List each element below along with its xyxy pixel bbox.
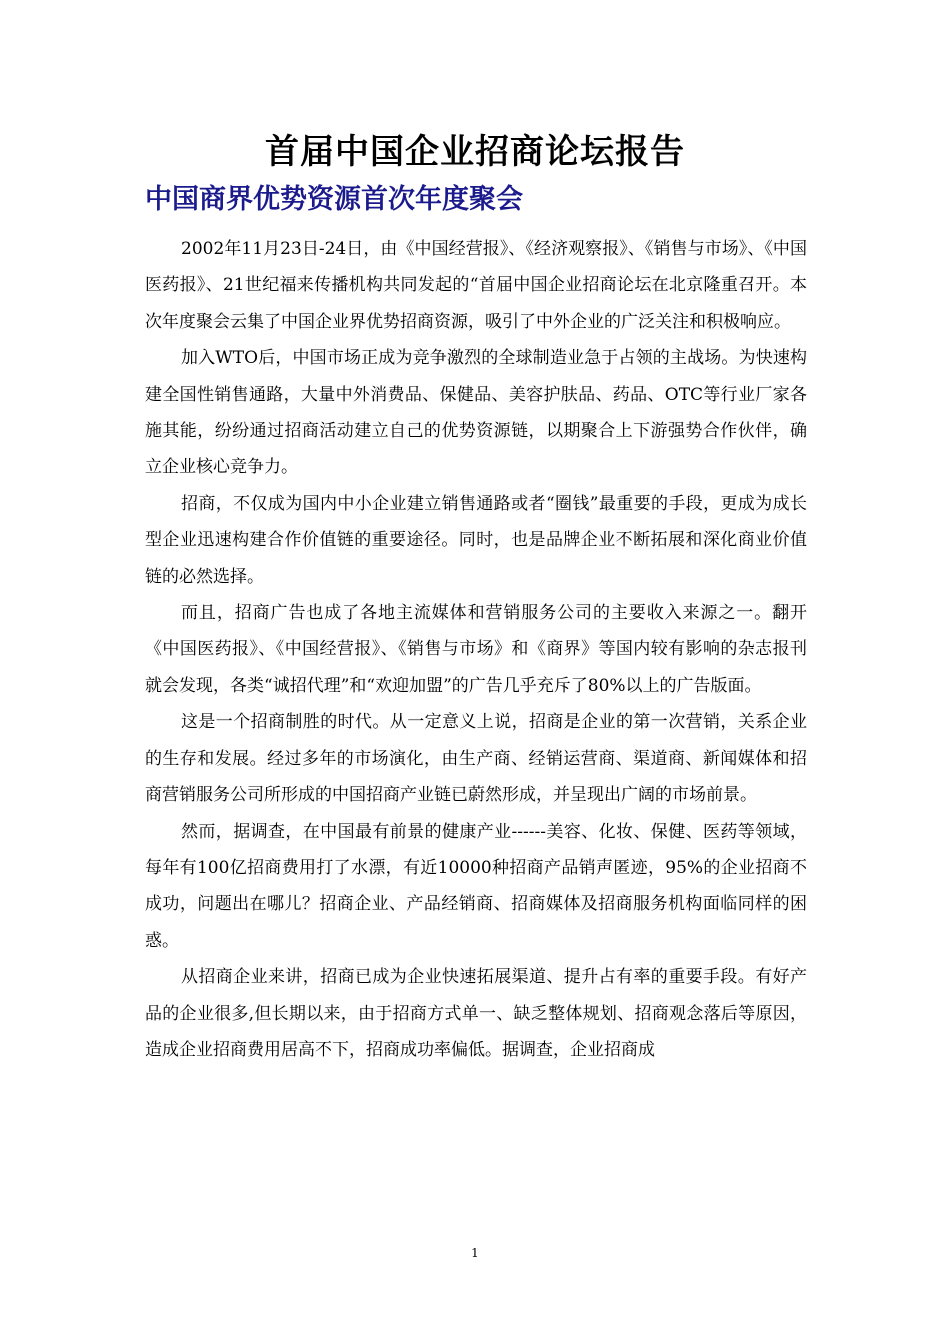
document-subtitle: 中国商界优势资源首次年度聚会 <box>145 184 523 215</box>
paragraph: 从招商企业来讲，招商已成为企业快速拓展渠道、提升占有率的重要手段。有好产品的企业很多,但长期以来，由于招商方式单一、缺乏整体规划、招商观念落后等原因，造成企业招商费用居高不下，招商成功率偏低。据调查，企业招商成 <box>145 967 807 1060</box>
paragraph: 2002年11月23日-24日，由《中国经营报》、《经济观察报》、《销售与市场》、《中国医药报》、21世纪福来传播机构共同发起的“首届中国企业招商论坛在北京隆重召开。本次年度聚会云集了中国企业界优势招商资源，吸引了中外企业的广泛关注和积极响应。 <box>145 239 807 332</box>
paragraph: 招商，不仅成为国内中小企业建立销售通路或者“圈钱”最重要的手段，更成为成长型企业迅速构建合作价值链的重要途径。同时，也是品牌企业不断拓展和深化商业价值链的必然选择。 <box>145 493 807 587</box>
paragraph: 这是一个招商制胜的时代。从一定意义上说，招商是企业的第一次营销，关系企业的生存和发展。经过多年的市场演化，由生产商、经销运营商、渠道商、新闻媒体和招商营销服务公司所形成的中国招商产业链已蔚然形成，并呈现出广阔的市场前景。 <box>145 712 807 806</box>
document-title: 首届中国企业招商论坛报告 <box>265 132 685 172</box>
paragraph: 然而，据调查，在中国最有前景的健康产业------美容、化妆、保健、医药等领域，每年有100亿招商费用打了水漂，有近10000种招商产品销声匿迹，95%的企业招商不成功，问题出在哪儿？招商企业、产品经销商、招商媒体及招商服务机构面临同样的困惑。 <box>145 821 807 951</box>
document-body <box>145 231 807 1068</box>
paragraph: 加入WTO后，中国市场正成为竞争激烈的全球制造业急于占领的主战场。为快速构建全国性销售通路，大量中外消费品、保健品、美容护肤品、药品、OTC等行业厂家各施其能，纷纷通过招商活动建立自己的优势资源链，以期聚合上下游强势合作伙伴，确立企业核心竞争力。 <box>145 348 807 478</box>
page-number: 1 <box>471 1246 479 1260</box>
paragraph: 而且，招商广告也成了各地主流媒体和营销服务公司的主要收入来源之一。翻开《中国医药报》、《中国经营报》、《销售与市场》和《商界》等国内较有影响的杂志报刊就会发现，各类“诚招代理”和“欢迎加盟”的广告几乎充斥了80%以上的广告版面。 <box>145 603 807 696</box>
